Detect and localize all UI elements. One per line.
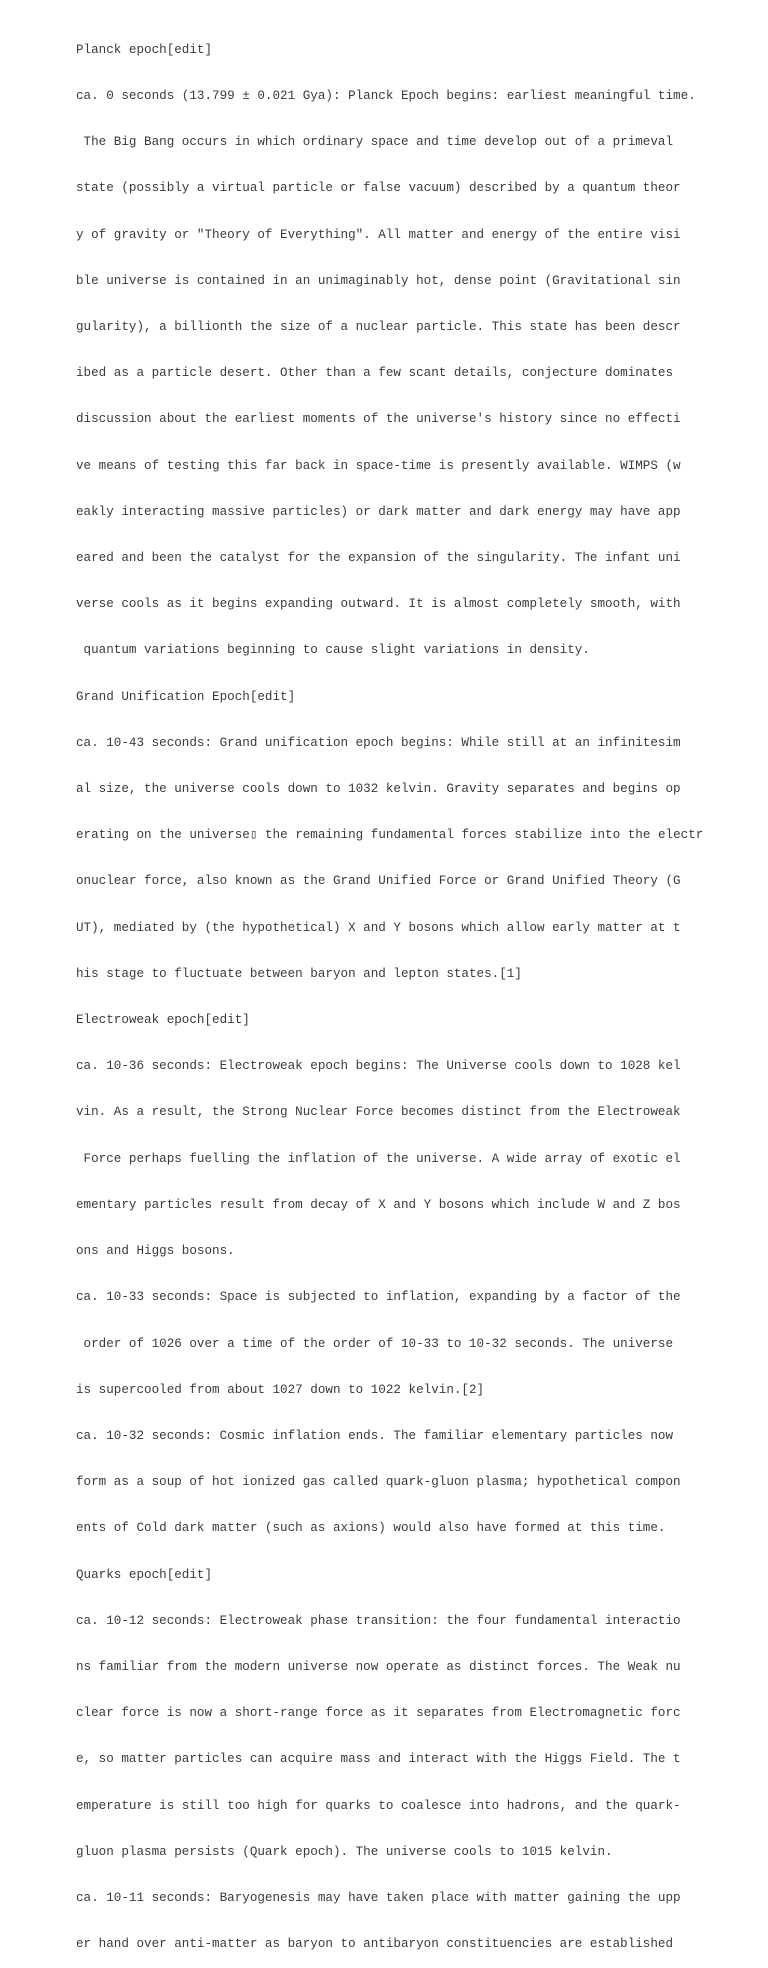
text-line: eared and been the catalyst for the expansion of the singularity. The infant uni	[76, 551, 681, 566]
text-line: ca. 0 seconds (13.799 ± 0.021 Gya): Planck Epoch begins: earliest meaningful time.	[76, 89, 696, 104]
text-line: his stage to fluctuate between baryon and lepton states.[1]	[76, 966, 522, 981]
text-line: order of 1026 over a time of the order of 10-33 to 10-32 seconds. The universe	[76, 1336, 674, 1351]
text-line: ents of Cold dark matter (such as axions) would also have formed at this time.	[76, 1521, 666, 1536]
text-line: discussion about the earliest moments of the universe's history since no effecti	[76, 412, 681, 427]
text-line: er hand over anti-matter as baryon to antibaryon constituencies are established	[76, 1937, 674, 1952]
text-line: ca. 10-33 seconds: Space is subjected to inflation, expanding by a factor of the	[76, 1290, 681, 1305]
text-line: onuclear force, also known as the Grand Unified Force or Grand Unified Theory (G	[76, 874, 681, 889]
text-line: Force perhaps fuelling the inflation of the universe. A wide array of exotic el	[76, 1151, 681, 1166]
text-line: ca. 10-43 seconds: Grand unification epoch begins: While still at an infinitesim	[76, 735, 681, 750]
document-body	[76, 12, 736, 1968]
text-line: is supercooled from about 1027 down to 1022 kelvin.[2]	[76, 1382, 485, 1397]
text-line: ca. 10-12 seconds: Electroweak phase transition: the four fundamental interactio	[76, 1613, 681, 1628]
section-heading-electroweak-epoch: Electroweak epoch[edit]	[76, 1013, 250, 1028]
text-line: ns familiar from the modern universe now operate as distinct forces. The Weak nu	[76, 1659, 681, 1674]
text-line: ibed as a particle desert. Other than a few scant details, conjecture dominates	[76, 366, 674, 381]
section-heading-quarks-epoch: Quarks epoch[edit]	[76, 1567, 213, 1582]
text-line: state (possibly a virtual particle or false vacuum) described by a quantum theor	[76, 181, 681, 196]
text-line: ca. 10-11 seconds: Baryogenesis may have taken place with matter gaining the upp	[76, 1890, 681, 1905]
text-line: erating on the universe▯ the remaining fundamental forces stabilize into the electr	[76, 828, 704, 843]
text-line: quantum variations beginning to cause slight variations in density.	[76, 643, 590, 658]
text-line: gluon plasma persists (Quark epoch). The universe cools to 1015 kelvin.	[76, 1844, 613, 1859]
text-line: ons and Higgs bosons.	[76, 1244, 235, 1259]
text-line: verse cools as it begins expanding outward. It is almost completely smooth, with	[76, 597, 681, 612]
text-line: ca. 10-36 seconds: Electroweak epoch begins: The Universe cools down to 1028 kel	[76, 1059, 681, 1074]
text-line: The Big Bang occurs in which ordinary space and time develop out of a primeval	[76, 135, 674, 150]
text-line: clear force is now a short-range force as it separates from Electromagnetic forc	[76, 1706, 681, 1721]
text-line: form as a soup of hot ionized gas called quark-gluon plasma; hypothetical compon	[76, 1475, 681, 1490]
text-line: y of gravity or "Theory of Everything". All matter and energy of the entire visi	[76, 227, 681, 242]
text-line: emperature is still too high for quarks to coalesce into hadrons, and the quark-	[76, 1798, 681, 1813]
text-line: UT), mediated by (the hypothetical) X and Y bosons which allow early matter at t	[76, 920, 681, 935]
text-line: al size, the universe cools down to 1032 kelvin. Gravity separates and begins op	[76, 782, 681, 797]
section-heading-grand-unification-epoch: Grand Unification Epoch[edit]	[76, 689, 296, 704]
text-line: eakly interacting massive particles) or dark matter and dark energy may have app	[76, 504, 681, 519]
section-heading-planck-epoch: Planck epoch[edit]	[76, 42, 213, 57]
text-line: ble universe is contained in an unimaginably hot, dense point (Gravitational sin	[76, 273, 681, 288]
text-line: ementary particles result from decay of X and Y bosons which include W and Z bos	[76, 1197, 681, 1212]
text-line: ca. 10-32 seconds: Cosmic inflation ends. The familiar elementary particles now	[76, 1428, 674, 1443]
text-line: vin. As a result, the Strong Nuclear Force becomes distinct from the Electroweak	[76, 1105, 681, 1120]
text-line: gularity), a billionth the size of a nuclear particle. This state has been descr	[76, 320, 681, 335]
text-line: e, so matter particles can acquire mass and interact with the Higgs Field. The t	[76, 1752, 681, 1767]
text-line: ve means of testing this far back in space-time is presently available. WIMPS (w	[76, 458, 681, 473]
